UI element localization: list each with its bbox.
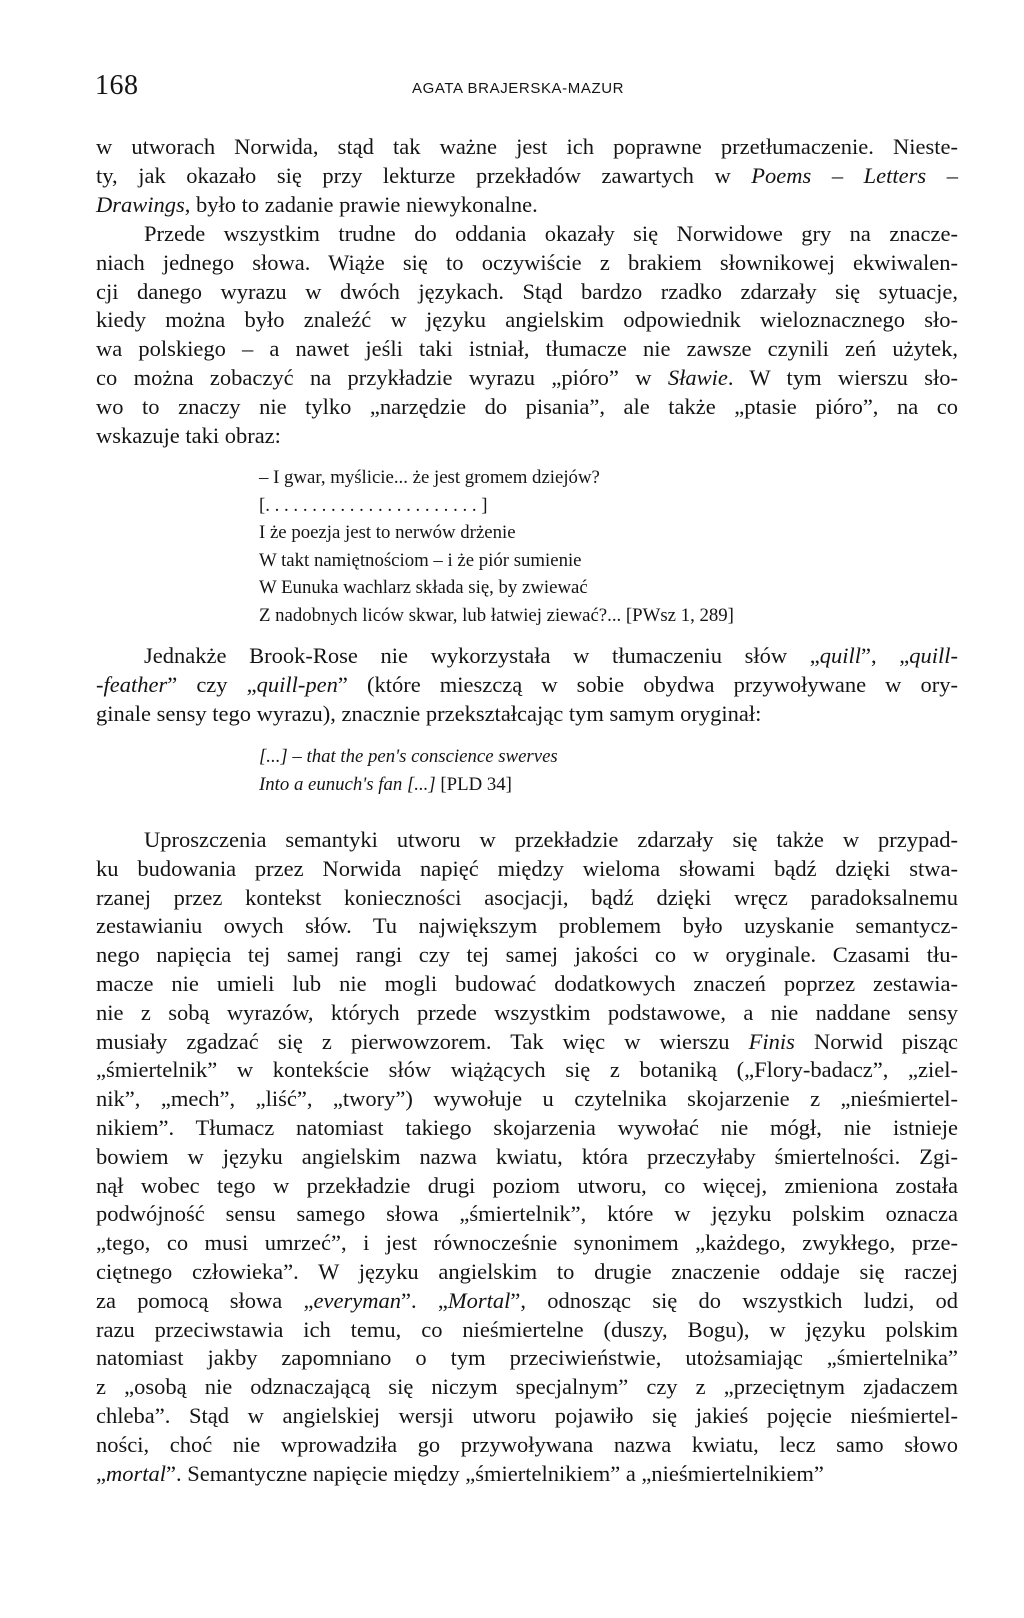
text-segment: everyman	[313, 1287, 401, 1313]
text-line	[96, 1460, 958, 1489]
text-segment: macze nie umieli lub nie mogli budować dodatkowych znaczeń poprzez zestawia-	[96, 970, 958, 996]
text-segment: podwójność sensu samego słowa „śmiertelnik”, które w języku polskim oznacza	[96, 1201, 958, 1227]
text-segment: Poems – Letters –	[751, 162, 958, 188]
paragraph-2	[96, 220, 958, 450]
verse-line-6: Z nadobnych liców skwar, lub łatwiej ziewać?... [PWsz 1, 289]	[259, 604, 734, 626]
text-line	[96, 1056, 958, 1085]
english-verse-line-2	[259, 771, 899, 799]
verse-quotation-1	[259, 464, 899, 630]
english-verse-line-2-text: Into a eunuch's fan [...]	[259, 773, 436, 795]
text-line	[96, 191, 958, 220]
text-line	[96, 1402, 958, 1431]
text-segment: Sławie	[667, 364, 728, 390]
text-segment: ” czy „	[167, 671, 257, 697]
text-line	[96, 335, 958, 364]
page-number: 168	[95, 70, 139, 101]
text-line	[96, 1143, 958, 1172]
text-segment: Jednakże Brook-Rose nie wykorzystała w tłumaczeniu słów „	[144, 643, 820, 668]
text-line	[96, 642, 958, 671]
text-segment: Uproszczenia semantyki utworu w przekładzie zdarzały się także w przypad-	[144, 827, 958, 852]
text-line	[96, 1373, 958, 1402]
verse-line-4: W takt namiętnościom – i że piór sumienie	[259, 549, 582, 571]
paragraph-1	[96, 133, 958, 219]
verse-line-1: – I gwar, myślicie... że jest gromem dziejów?	[259, 467, 600, 488]
text-segment: chleba”. Stąd w angielskiej wersji utworu pojawiło się jakieś pojęcie nieśmiertel-	[96, 1402, 958, 1428]
text-segment: musiały zgadzać się z pierwowzorem. Tak więc w wierszu	[96, 1028, 749, 1054]
text-segment: ”. Semantyczne napięcie między „śmiertelnikiem” a „nieśmiertelnikiem”	[166, 1460, 824, 1486]
text-segment: „tego, co musi umrzeć”, i jest równocześnie synonimem „każdego, zwykłego, prze-	[96, 1230, 958, 1256]
text-segment: wo to znaczy nie tylko „narzędzie do pisania”, ale także „ptasie pióro”, na co	[96, 393, 958, 419]
text-segment: za pomocą słowa „	[96, 1287, 314, 1313]
text-line	[96, 1431, 958, 1460]
text-line	[96, 826, 958, 855]
text-segment: kiedy można było znaleźć w języku angielskim odpowiednik wieloznacznego sło-	[96, 307, 958, 333]
text-line	[96, 364, 958, 393]
text-segment: nikiem”. Tłumacz natomiast takiego skojarzenia wywołać nie mógł, nie istnieje	[96, 1114, 958, 1140]
paragraph-4	[96, 826, 958, 1488]
text-segment: rzanej przez kontekst konieczności asocjacji, bądź dzięki wręcz paradoksalnemu	[96, 884, 958, 910]
text-line	[96, 1316, 958, 1345]
text-line	[96, 855, 958, 884]
text-segment: . W tym wierszu sło-	[727, 364, 958, 390]
text-segment: quill	[819, 643, 862, 668]
text-line	[96, 671, 958, 700]
english-verse-line-1: [...] – that the pen's conscience swerves	[259, 746, 558, 767]
text-segment: ”. „	[400, 1287, 448, 1313]
text-segment: , było to zadanie prawie niewykonalne.	[184, 191, 538, 217]
text-segment: bowiem w języku angielskim nazwa kwiatu, która przeczyłaby śmiertelności. Zgi-	[96, 1143, 958, 1169]
text-segment: mortal	[106, 1460, 167, 1486]
text-line	[96, 133, 958, 162]
text-segment: z „osobą nie odznaczającą się niczym specjalnym” czy z „przeciętnym zjadaczem	[96, 1374, 958, 1400]
text-line	[96, 884, 958, 913]
text-segment: feather	[103, 671, 168, 697]
text-segment: Przede wszystkim trudne do oddania okazały się Norwidowe gry na znacze-	[144, 221, 958, 246]
text-segment: nego napięcia tej samej rangi czy tej samej jakości co w oryginale. Czasami tłu-	[96, 942, 958, 968]
text-segment: Mortal	[447, 1287, 511, 1313]
verse-line-5: W Eunuka wachlarz składa się, by zwiewać	[259, 577, 588, 599]
text-segment: „śmiertelnik” w kontekście słów wiążących się z botaniką („Flory-badacz”, „ziel-	[96, 1057, 958, 1083]
text-segment: w utworach Norwida, stąd tak ważne jest ich poprawne przetłumaczenie. Nieste-	[96, 134, 958, 159]
text-segment: ”, „	[861, 643, 910, 668]
text-segment: ciętnego człowieka”. W języku angielskim to drugie znaczenie oddaje się raczej	[96, 1258, 958, 1284]
paragraph-3	[96, 642, 958, 728]
text-line	[96, 912, 958, 941]
text-segment: nął wobec tego w przekładzie drugi poziom utworu, co więcej, zmieniona została	[96, 1172, 958, 1198]
text-line	[96, 1172, 958, 1201]
text-segment: Norwid pisząc	[794, 1028, 958, 1054]
text-segment: cji danego wyrazu w dwóch językach. Stąd bardzo rzadko zdarzały się sytuacje,	[96, 278, 958, 304]
text-line	[96, 941, 958, 970]
text-segment: -	[96, 671, 104, 697]
text-line	[96, 970, 958, 999]
text-segment: quill-pen	[256, 671, 338, 697]
text-line	[96, 162, 958, 191]
text-line	[96, 1344, 958, 1373]
text-segment: niach jednego słowa. Wiąże się to oczywiście z brakiem słownikowej ekwiwalen-	[96, 249, 958, 275]
running-title: AGATA BRAJERSKA-MAZUR	[412, 80, 625, 97]
text-segment: ku budowania przez Norwida napięć między wieloma słowami bądź dzięki stwa-	[96, 855, 958, 881]
text-line	[96, 1028, 958, 1057]
text-segment: co można zobaczyć na przykładzie wyrazu „pióro” w	[96, 364, 668, 390]
verse-omission: [. . . . . . . . . . . . . . . . . . . . . . . ]	[259, 494, 488, 516]
text-segment: wa polskiego – a nawet jeśli taki istniał, tłumacze nie zawsze czynili zeń użytek,	[96, 336, 958, 362]
text-line	[96, 1287, 958, 1316]
text-segment: ty, jak okazało się przy lekturze przekładów zawartych w	[96, 162, 752, 188]
text-line	[96, 220, 958, 249]
text-segment: wskazuje taki obraz:	[96, 422, 281, 448]
text-line	[96, 1114, 958, 1143]
citation-ref: [PLD 34]	[435, 773, 512, 795]
text-line	[96, 249, 958, 278]
text-segment: ginale sensy tego wyrazu), znacznie przekształcając tym samym oryginał:	[96, 700, 762, 726]
text-segment: nie z sobą wyrazów, których przede wszystkim podstawowe, a nie naddane sensy	[96, 999, 958, 1025]
text-line	[96, 700, 958, 729]
text-segment: quill-	[909, 643, 958, 668]
text-segment: ” (które mieszczą w sobie obydwa przywoływane w ory-	[337, 671, 958, 697]
text-line	[96, 1229, 958, 1258]
text-segment: ”, odnosząc się do wszystkich ludzi, od	[510, 1287, 958, 1313]
verse-line-3: I że poezja jest to nerwów drżenie	[259, 522, 516, 544]
text-line	[96, 999, 958, 1028]
text-segment: ności, choć nie wprowadziła go przywoływana nazwa kwiatu, lecz samo słowo	[96, 1431, 958, 1457]
text-segment: Finis	[748, 1028, 795, 1054]
verse-quotation-2	[259, 743, 899, 798]
text-segment: „	[96, 1460, 106, 1486]
text-segment: natomiast jakby zapomniano o tym przeciwieństwie, utożsamiając „śmiertelnika”	[96, 1345, 958, 1371]
text-line	[96, 306, 958, 335]
text-segment: zestawianiu owych słów. Tu największym problemem było uzyskanie semantycz-	[96, 913, 958, 939]
running-head	[95, 70, 955, 110]
text-line	[96, 278, 958, 307]
text-line	[96, 393, 958, 422]
text-line	[96, 422, 958, 451]
text-line	[96, 1200, 958, 1229]
text-line	[96, 1085, 958, 1114]
text-line	[96, 1258, 958, 1287]
text-segment: nik”, „mech”, „liść”, „twory”) wywołuje u czytelnika skojarzenie z „nieśmiertel-	[96, 1086, 958, 1112]
text-segment: razu przeciwstawia ich temu, co nieśmiertelne (duszy, Bogu), w języku polskim	[96, 1316, 958, 1342]
text-segment: Drawings	[96, 191, 185, 217]
